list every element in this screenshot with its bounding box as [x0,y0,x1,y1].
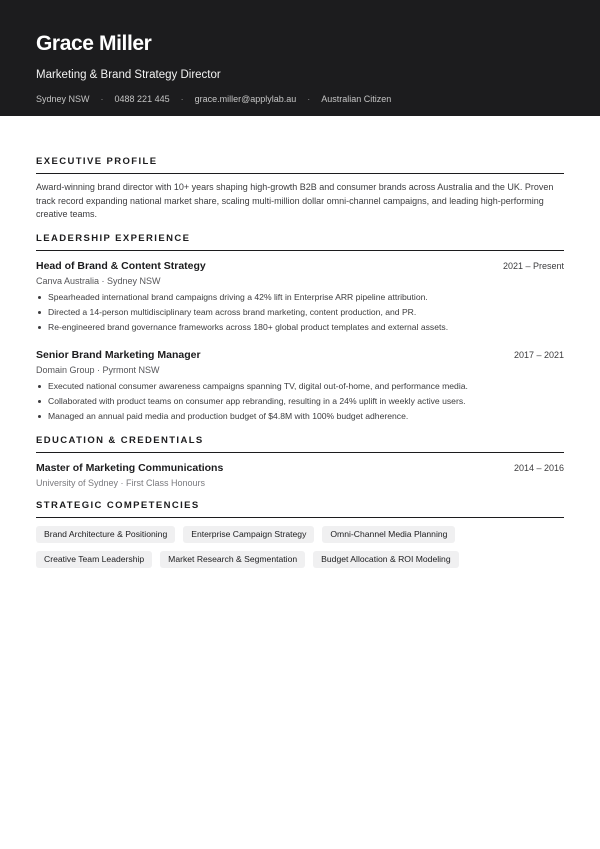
experience-section [36,233,564,424]
job-bullet: Spearheaded international brand campaigns driving a 42% lift in Enterprise ARR pipeline attribution. [36,290,564,305]
competency-tags [36,526,476,576]
resume-header [0,0,600,116]
candidate-name: Grace Miller [36,32,152,55]
competency-tag: Market Research & Segmentation [160,551,305,568]
competency-tag: Budget Allocation & ROI Modeling [313,551,458,568]
profile-summary: Award-winning brand director with 10+ years shaping high-growth B2B and consumer brands across Australia and the UK. Proven track record expanding national market share, scaling multi-million dollar omni-channel campaigns, and leading high-performing creative teams. [36,182,554,219]
job-bullet: Re-engineered brand governance frameworks across 180+ global product templates and external assets. [36,320,564,335]
job-entry [36,349,564,424]
competency-tag: Omni-Channel Media Planning [322,526,455,543]
section-title-education: EDUCATION & CREDENTIALS [36,435,564,453]
job-dates: 2017 – 2021 [513,349,564,360]
job-title: Head of Brand & Content Strategy [36,259,206,272]
job-bullets [36,290,564,335]
contact-separator: · [100,94,104,104]
section-title-profile: EXECUTIVE PROFILE [36,156,564,174]
resume-body [0,116,600,576]
job-entry [36,260,564,335]
job-bullets [36,379,564,424]
section-title-experience: LEADERSHIP EXPERIENCE [36,233,564,251]
section-title-competencies: STRATEGIC COMPETENCIES [36,500,564,518]
contact-line [36,93,564,105]
education-entry [36,462,564,489]
contact-email: grace.miller@applylab.au [194,94,297,104]
contact-phone: 0488 221 445 [114,94,170,104]
job-dates: 2021 – Present [502,260,564,271]
candidate-role: Marketing & Brand Strategy Director [36,69,221,81]
competencies-section [36,500,564,576]
job-company: Canva Australia · Sydney NSW [36,275,161,286]
education-section [36,435,564,489]
profile-section [36,156,564,222]
contact-separator: · [307,94,311,104]
job-company: Domain Group · Pyrmont NSW [36,364,160,375]
degree-title: Master of Marketing Communications [36,461,224,474]
contact-separator: · [180,94,184,104]
competency-tag: Enterprise Campaign Strategy [183,526,314,543]
contact-location: Sydney NSW [36,94,90,104]
competency-tag: Brand Architecture & Positioning [36,526,175,543]
job-bullet: Managed an annual paid media and production budget of $4.8M with 100% budget adherence. [36,409,564,424]
education-school: University of Sydney · First Class Honours [36,477,206,488]
job-bullet: Collaborated with product teams on consumer app rebranding, resulting in a 24% uplift in weekly active users. [36,394,564,409]
job-bullet: Executed national consumer awareness campaigns spanning TV, digital out-of-home, and performance media. [36,379,564,394]
competency-tag: Creative Team Leadership [36,551,152,568]
education-dates: 2014 – 2016 [513,462,564,473]
contact-citizenship: Australian Citizen [321,94,392,104]
job-title: Senior Brand Marketing Manager [36,348,201,361]
job-bullet: Directed a 14-person multidisciplinary team across brand marketing, content production, and PR. [36,305,564,320]
